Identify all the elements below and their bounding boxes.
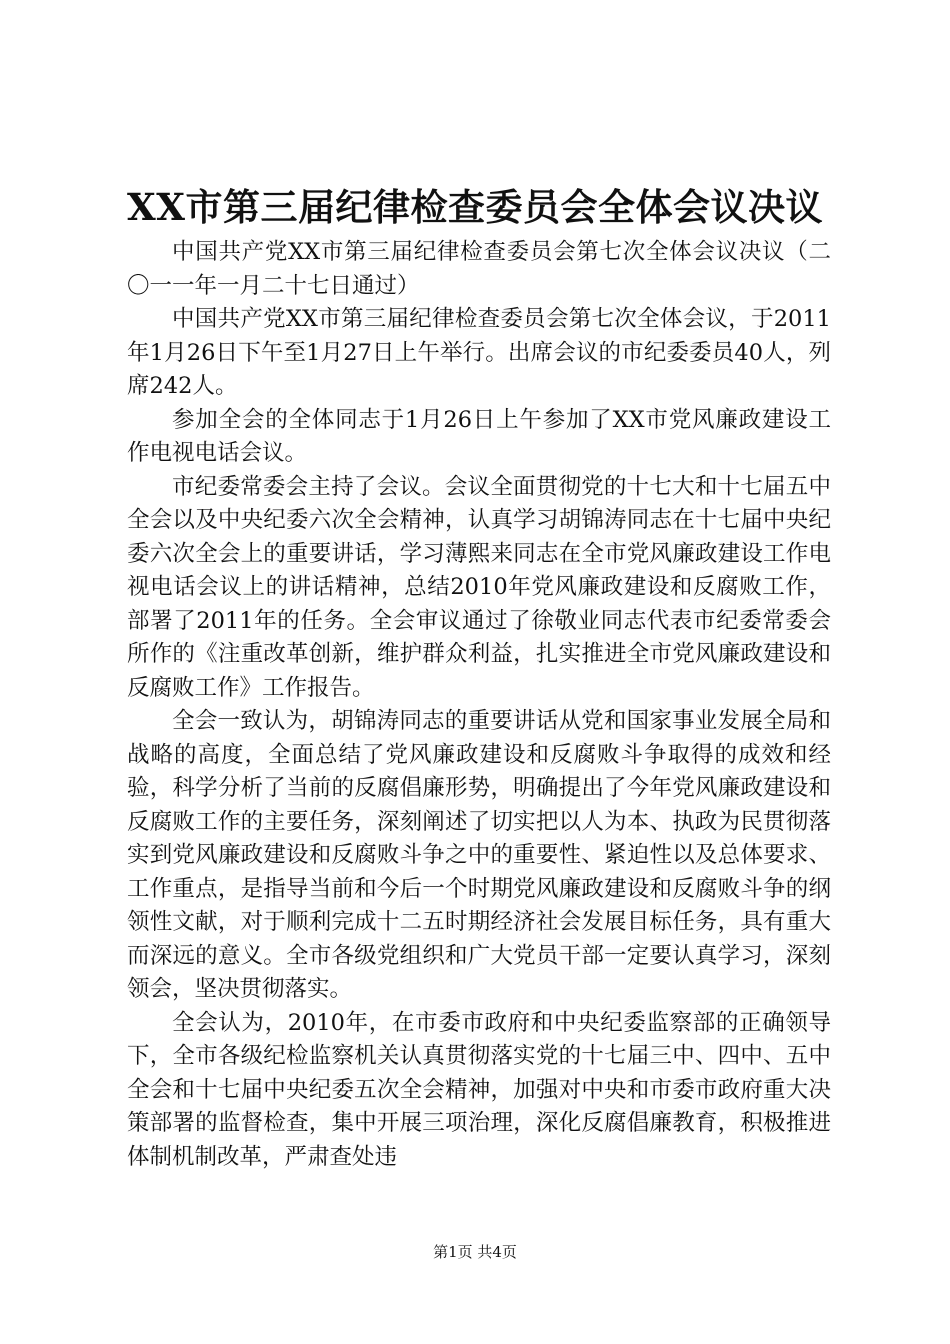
document-title: XX市第三届纪律检查委员会全体会议决议 xyxy=(127,185,823,229)
paragraph-speech-assessment: 全会一致认为，胡锦涛同志的重要讲话从党和国家事业发展全局和战略的高度，全面总结了党风廉政建设和反腐败斗争取得的成效和经验，科学分析了当前的反腐倡廉形势，明确提出了今年党风廉政建设和反腐败工作的主要任务，深刻阐述了切实把以人为本、执政为民贯彻落实到党风廉政建设和反腐败斗争之中的重要性、紧迫性以及总体要求、工作重点，是指导当前和今后一个时期党风廉政建设和反腐败斗争的纲领性文献，对于顺利完成十二五时期经济社会发展目标任务，具有重大而深远的意义。全市各级党组织和广大党员干部一定要认真学习，深刻领会，坚决贯彻落实。 xyxy=(127,708,831,1002)
paragraph-resolution-heading: 中国共产党XX市第三届纪律检查委员会第七次全体会议决议（二〇一一年一月二十七日通过） xyxy=(127,239,831,299)
paragraph-meeting-agenda: 市纪委常委会主持了会议。会议全面贯彻党的十七大和十七届五中全会以及中央纪委六次全会精神，认真学习胡锦涛同志在十七届中央纪委六次全会上的重要讲话，学习薄熙来同志在全市党风廉政建设工作电视电话会议上的讲话精神，总结2010年党风廉政建设和反腐败工作，部署了2011年的任务。全会审议通过了徐敬业同志代表市纪委常委会所作的《注重改革创新，维护群众利益，扎实推进全市党风廉政建设和反腐败工作》工作报告。 xyxy=(127,473,831,701)
paragraph-2010-review: 全会认为，2010年，在市委市政府和中央纪委监察部的正确领导下，全市各级纪检监察机关认真贯彻落实党的十七届三中、四中、五中全会和十七届中央纪委五次全会精神，加强对中央和市委市政府重大决策部署的监督检查，集中开展三项治理，深化反腐倡廉教育，积极推进体制机制改革，严肃查处违 xyxy=(127,1009,831,1170)
paragraph-conference-attendance: 参加全会的全体同志于1月26日上午参加了XX市党风廉政建设工作电视电话会议。 xyxy=(127,406,831,466)
page-footer: 第1页 共4页 xyxy=(433,1243,517,1261)
paragraph-meeting-info: 中国共产党XX市第三届纪律检查委员会第七次全体会议，于2011年1月26日下午至1月27日上午举行。出席会议的市纪委委员40人，列席242人。 xyxy=(127,306,831,399)
document-body xyxy=(127,236,831,1174)
